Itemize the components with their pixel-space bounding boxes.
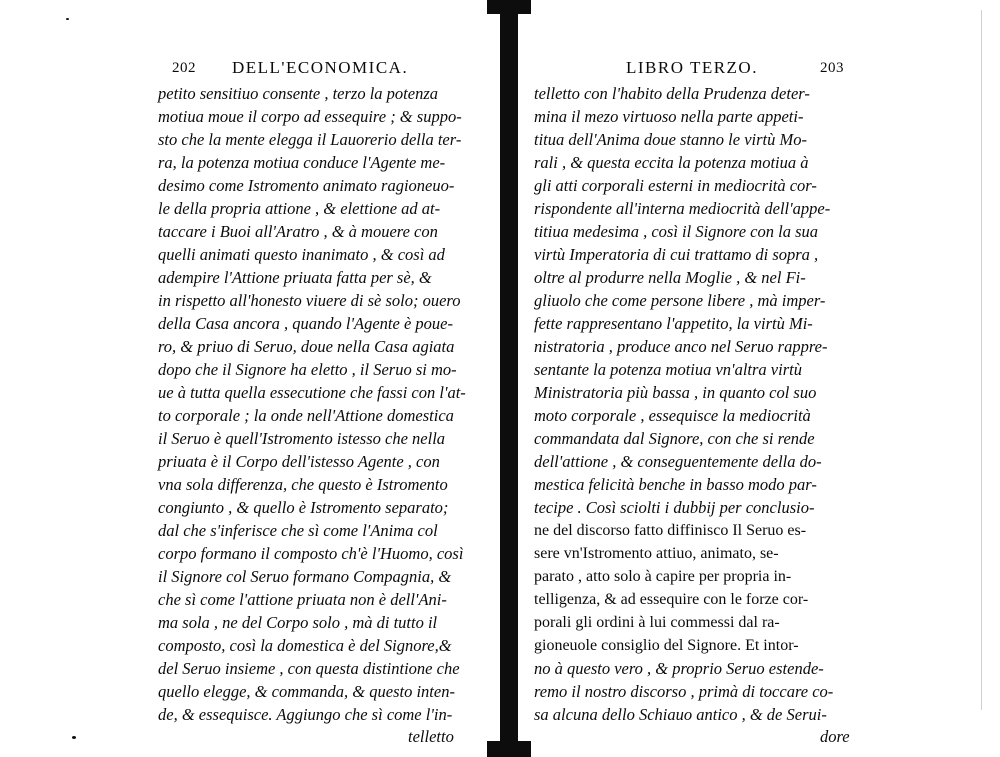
text-line: mestica felicità benche in basso modo par-: [534, 475, 817, 494]
text-line: no à questo vero , & proprio Seruo estende-: [534, 659, 824, 678]
text-line: remo il nostro discorso , primà di toccare co-: [534, 682, 834, 701]
text-line: sentante la potenza motiua vn'altra virtù: [534, 360, 802, 379]
text-line: petito sensitiuo consente , terzo la potenza: [158, 84, 439, 103]
text-line: ue à tutta quella essecutione che fassi con l'at-: [158, 383, 466, 402]
text-line: adempire l'Attione priuata fatta per sè, &: [158, 268, 432, 287]
text-line: dopo che il Signore ha eletto , il Seruo si mo-: [158, 360, 457, 379]
catchword: telletto: [408, 727, 454, 746]
text-line: rispondente all'interna mediocrità dell'appe-: [534, 199, 831, 218]
page-edge: [981, 10, 982, 710]
text-line: porali gli ordini à lui commessi dal ra-: [534, 614, 780, 631]
text-line: virtù Imperatoria di cui trattamo di sopra ,: [534, 245, 819, 264]
text-line: il Signore col Seruo formano Compagnia, &: [158, 567, 452, 586]
catchword: dore: [820, 727, 850, 746]
text-line: che sì come l'attione priuata non è dell'Ani-: [158, 590, 447, 609]
text-line: priuata è il Corpo dell'istesso Agente , con: [158, 452, 440, 471]
text-line: oltre al produrre nella Moglie , & nel Fi-: [534, 268, 806, 287]
running-head: LIBRO TERZO.: [626, 58, 758, 77]
text-line: dell'attione , & conseguentemente della do-: [534, 452, 822, 471]
text-line: ro, & priuo di Seruo, doue nella Casa agiata: [158, 337, 455, 356]
text-line: motiua moue il corpo ad essequire ; & suppo-: [158, 107, 462, 126]
text-line: ra, la potenza motiua conduce l'Agente me-: [158, 153, 446, 172]
running-head: DELL'ECONOMICA.: [232, 58, 409, 77]
text-line: ma sola , ne del Corpo solo , mà di tutto il: [158, 613, 438, 632]
text-line: moto corporale , essequisce la mediocrità: [534, 406, 811, 425]
left-page-text: [158, 82, 488, 726]
text-line: composto, così la domestica è del Signore,&: [158, 636, 452, 655]
text-line: il Seruo è quell'Istromento istesso che nella: [158, 429, 446, 448]
text-line: titua dell'Anima doue stanno le virtù Mo-: [534, 130, 807, 149]
text-line: titiua medesima , così il Signore con la sua: [534, 222, 818, 241]
text-line: vna sola differenza, che questo è Istromento: [158, 475, 448, 494]
text-line: tecipe . Così sciolti i dubbij per conclusio-: [534, 498, 815, 517]
text-line: della Casa ancora , quando l'Agente è poue-: [158, 314, 453, 333]
text-line: telletto con l'habito della Prudenza deter-: [534, 84, 810, 103]
text-line: gli atti corporali esterni in mediocrità cor-: [534, 176, 817, 195]
text-line: de, & essequisce. Aggiungo che sì come l'in-: [158, 705, 453, 724]
text-line: desimo come Istromento animato ragioneuo-: [158, 176, 455, 195]
text-line: ne del discorso fatto diffinisco Il Seruo es-: [534, 522, 807, 539]
text-line: le della propria attione , & elettione ad at-: [158, 199, 441, 218]
text-line: sere vn'Istromento attiuo, animato, se-: [534, 545, 779, 562]
text-line: congiunto , & quello è Istromento separato;: [158, 498, 449, 517]
text-line: commandata dal Signore, con che si rende: [534, 429, 815, 448]
text-line: quello elegge, & commanda, & questo inten-: [158, 682, 455, 701]
text-line: rali , & questa eccita la potenza motiua à: [534, 153, 809, 172]
text-line: taccare i Buoi all'Aratro , & à mouere con: [158, 222, 438, 241]
ink-speck: [72, 736, 76, 739]
left-page-header: [158, 58, 488, 82]
right-page-text: [534, 82, 854, 726]
text-line: parato , atto solo à capire per propria in-: [534, 568, 792, 585]
binding-bottom: [487, 741, 531, 757]
text-line: nistratoria , produce anco nel Seruo rappre-: [534, 337, 828, 356]
left-page: [158, 58, 488, 748]
text-line: sto che la mente elegga il Lauorerio della ter-: [158, 130, 462, 149]
text-line: telligenza, & ad essequire con le forze cor-: [534, 591, 809, 608]
text-line: gioneuole consiglio del Signore. Et intor-: [534, 637, 799, 654]
text-line: Ministratoria più bassa , in quanto col suo: [534, 383, 817, 402]
text-line: del Seruo insieme , con questa distintione che: [158, 659, 460, 678]
text-line: corpo formano il composto ch'è l'Huomo, così: [158, 544, 464, 563]
text-line: quelli animati questo inanimato , & così ad: [158, 245, 445, 264]
text-line: in rispetto all'honesto viuere di sè solo; ouero: [158, 291, 461, 310]
text-line: sa alcuna dello Schiauo antico , & de Serui-: [534, 705, 827, 724]
text-line: fette rappresentano l'appetito, la virtù Mi-: [534, 314, 813, 333]
text-line: dal che s'inferisce che sì come l'Anima col: [158, 521, 438, 540]
page-number: 202: [172, 60, 196, 76]
page-number: 203: [820, 60, 844, 76]
book-gutter: [500, 0, 518, 757]
text-line: mina il mezo virtuoso nella parte appeti-: [534, 107, 804, 126]
right-page-header: [534, 58, 854, 82]
right-page: [534, 58, 854, 748]
ink-speck: [66, 18, 69, 20]
text-line: to corporale ; la onde nell'Attione domestica: [158, 406, 454, 425]
text-line: gliuolo che come persone libere , mà imper-: [534, 291, 826, 310]
